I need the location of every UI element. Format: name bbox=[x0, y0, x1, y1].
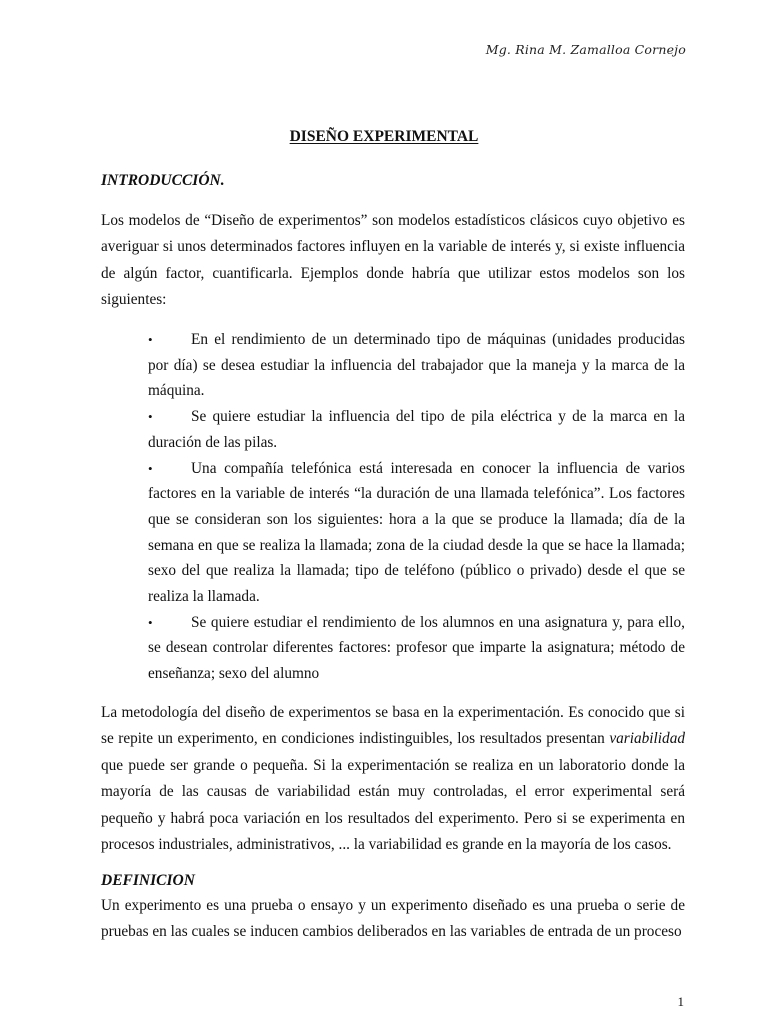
list-item bbox=[148, 327, 685, 404]
list-item-text: Una compañía telefónica está interesada en conocer la influencia de varios factores en la variable de interés “la duración de una llamada telefónica”. Los factores que se consideran son los siguientes: hora a la que se produce la llamada; día de la semana en que se realiza la llamada; zona de la ciudad desde la que se hace la llamada; sexo del que realiza la llamada; tipo de teléfono (público o privado) desde el que se realiza la llamada. bbox=[148, 459, 685, 606]
methodology-paragraph bbox=[101, 700, 685, 858]
list-item-text: Se quiere estudiar la influencia del tipo de pila eléctrica y de la marca en la duración de las pilas. bbox=[148, 408, 685, 451]
definition-paragraph: Un experimento es una prueba o ensayo y un experimento diseñado es una prueba o serie de pruebas en las cuales se inducen cambios deliberados en las variables de entrada de un proceso bbox=[101, 897, 685, 941]
author-header: Mg. Rina M. Zamalloa Cornejo bbox=[485, 42, 686, 57]
list-item bbox=[148, 456, 685, 610]
intro-heading: INTRODUCCIÓN. bbox=[101, 172, 225, 189]
definition-heading: DEFINICION bbox=[101, 872, 195, 889]
list-item-text: Se quiere estudiar el rendimiento de los alumnos en una asignatura y, para ello, se desean controlar diferentes factores: profesor que imparte la asignatura; método de enseñanza; sexo del alumno bbox=[148, 613, 685, 683]
methodology-text-2: que puede ser grande o pequeña. Si la experimentación se realiza en un laboratorio donde la mayoría de las causas de variabilidad están muy controladas, el error experimental será pequeño y habrá poca variación en los resultados del experimento. Pero si se experimenta en procesos industriales, administrativos, ... la variabilidad es grande en la mayoría de los casos. bbox=[101, 756, 685, 854]
list-item-text: En el rendimiento de un determinado tipo de máquinas (unidades producidas por día) se desea estudiar la influencia del trabajador que la maneja y la marca de la máquina. bbox=[148, 331, 685, 400]
bullet-icon: • bbox=[148, 409, 153, 425]
bullet-icon: • bbox=[148, 460, 153, 476]
bullet-icon: • bbox=[148, 614, 153, 630]
examples-list bbox=[148, 327, 685, 687]
bullet-icon: • bbox=[148, 332, 153, 347]
list-item bbox=[148, 404, 685, 455]
intro-paragraph: Los modelos de “Diseño de experimentos” son modelos estadísticos clásicos cuyo objetivo es averiguar si unos determinados factores influyen en la variable de interés y, si existe influencia de algún factor, cuantificarla. Ejemplos donde habría que utilizar estos modelos son los siguientes: bbox=[101, 212, 685, 309]
methodology-text-1: La metodología del diseño de experimentos se basa en la experimentación. Es conocido que si se repite un experimento, en condiciones indistinguibles, los resultados presentan bbox=[101, 704, 685, 748]
list-item bbox=[148, 610, 685, 687]
document-title: DISEÑO EXPERIMENTAL bbox=[289, 128, 479, 145]
methodology-italic-term: variabilidad bbox=[609, 730, 685, 748]
page-number: 1 bbox=[677, 994, 684, 1009]
